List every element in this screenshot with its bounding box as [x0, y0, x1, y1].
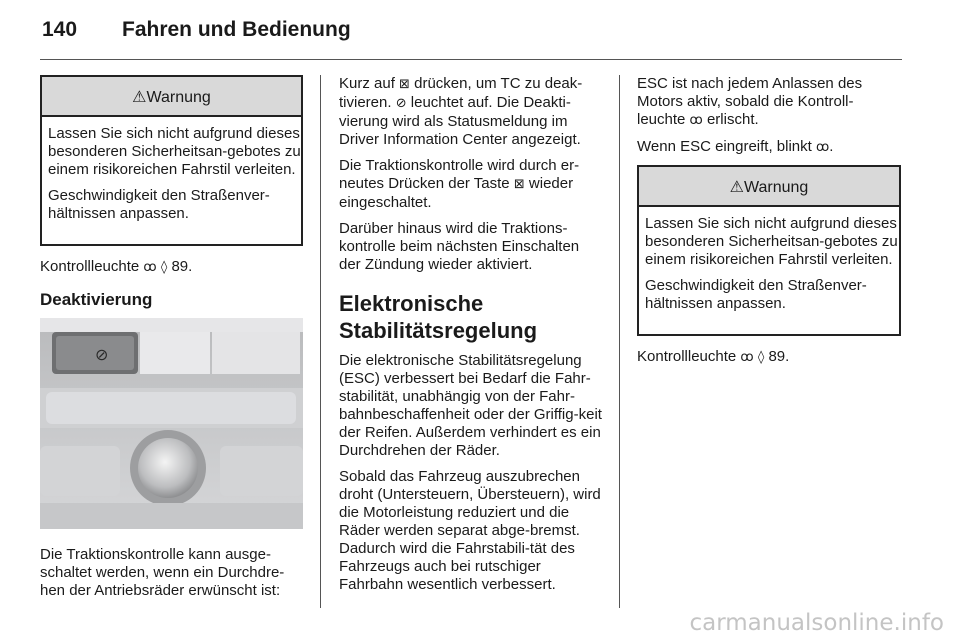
page-ref-number: 89. — [171, 258, 193, 275]
warning-header-2 — [639, 167, 899, 207]
esc-function: Sobald das Fahrzeug auszubrechen droht (Untersteuern, Übersteuern), wird die Motorleistung reduziert und die Räder werden separat abge-bremst. Dadurch wird die Fahrstabili-tät des Fahrzeugs auch bei rutschiger Fahrbahn wesentlich verbessert. — [339, 468, 601, 593]
photo-caption: Die Traktionskontrolle kann ausge-schaltet werden, wenn ein Durchdre-hen der Antriebsräder erwünscht ist: — [40, 546, 285, 599]
esc-lamp-icon-4: ꝏ — [740, 350, 754, 365]
tc-deactivate-text: Kurz auf ⊠ drücken, um TC zu deak-tivieren. ⊘ leuchtet auf. Die Deakti-vierung wird als Statusmeldung im Driver Information Center angezeigt. — [339, 75, 583, 148]
console-illustration — [40, 318, 303, 529]
page-ref-icon-2: ◊ — [757, 350, 765, 365]
warning-box-1 — [40, 75, 303, 246]
esc-blink-text: Wenn ESC eingreift, blinkt ꝏ. — [637, 138, 834, 155]
watermark: carmanualsonline.info — [689, 610, 944, 636]
tc-button-photo — [40, 318, 303, 529]
column-1 — [40, 75, 303, 317]
tc-off-lamp-icon: ⊘ — [395, 96, 407, 111]
warning-body-2 — [639, 207, 899, 313]
page-number: 140 — [42, 18, 78, 41]
tc-button-icon: ⊠ — [399, 77, 410, 92]
indicator-reference-2: Kontrollleuchte ꝏ ◊ 89. — [637, 348, 790, 365]
warning-title: Warnung — [146, 89, 211, 106]
page-header — [42, 18, 351, 42]
warning-text-2: Geschwindigkeit den Straßenver-hältnissen anpassen. — [48, 187, 270, 222]
warning-header — [42, 77, 301, 117]
column-divider-1 — [320, 75, 321, 608]
esc-active-text: ESC ist nach jedem Anlassen des Motors aktiv, sobald die Kontroll-leuchte ꝏ erlischt. — [637, 75, 863, 128]
indicator-reference: Kontrollleuchte ꝏ ◊ 89. — [40, 258, 193, 275]
tc-ignition-text: Darüber hinaus wird die Traktions-kontrolle beim nächsten Einschalten der Zündung wieder aktiviert. — [339, 220, 580, 273]
tc-button-icon-2: ⊠ — [513, 177, 525, 192]
esc-description: Die elektronische Stabilitätsregelung (ESC) verbessert bei Bedarf die Fahr-stabilität, unabhängig von der Fahr-bahnbeschaffenheit oder der Griffig-keit der Reifen. Außerdem verhindert es ein Durchdrehen der Räder. — [339, 352, 602, 459]
chapter-title: Fahren und Bedienung — [122, 18, 351, 41]
section-heading-deaktivierung: Deaktivierung — [40, 290, 153, 309]
warning-icon: ⚠ — [132, 87, 147, 106]
page-ref-icon: ◊ — [160, 260, 168, 275]
tc-off-icon: ⊘ — [95, 345, 109, 364]
column-2 — [339, 75, 604, 602]
esc-lamp-icon-2: ꝏ — [689, 113, 703, 128]
column-3 — [637, 75, 901, 375]
warning-text-1: Lassen Sie sich nicht aufgrund dieses besonderen Sicherheitsan-gebotes zu einem risikoreichen Fahrstil verleiten. — [48, 125, 301, 178]
warning-box-2 — [637, 165, 901, 336]
page-ref-number-2: 89. — [768, 348, 790, 365]
section-heading-esc: Elektronische Stabilitätsregelung — [339, 291, 538, 343]
column-divider-2 — [619, 75, 620, 608]
header-divider — [40, 59, 902, 60]
tc-reactivate-text: Die Traktionskontrolle wird durch er-neutes Drücken der Taste ⊠ wieder eingeschaltet. — [339, 157, 580, 211]
warning-text-3: Lassen Sie sich nicht aufgrund dieses besonderen Sicherheitsan-gebotes zu einem risikoreichen Fahrstil verleiten. — [645, 215, 898, 268]
warning-text-4: Geschwindigkeit den Straßenver-hältnissen anpassen. — [645, 277, 867, 312]
warning-title-2: Warnung — [744, 179, 809, 196]
warning-icon-2: ⚠ — [729, 177, 744, 196]
esc-lamp-icon: ꝏ — [143, 260, 157, 275]
warning-body — [42, 117, 301, 223]
esc-lamp-icon-3: ꝏ — [815, 140, 830, 155]
